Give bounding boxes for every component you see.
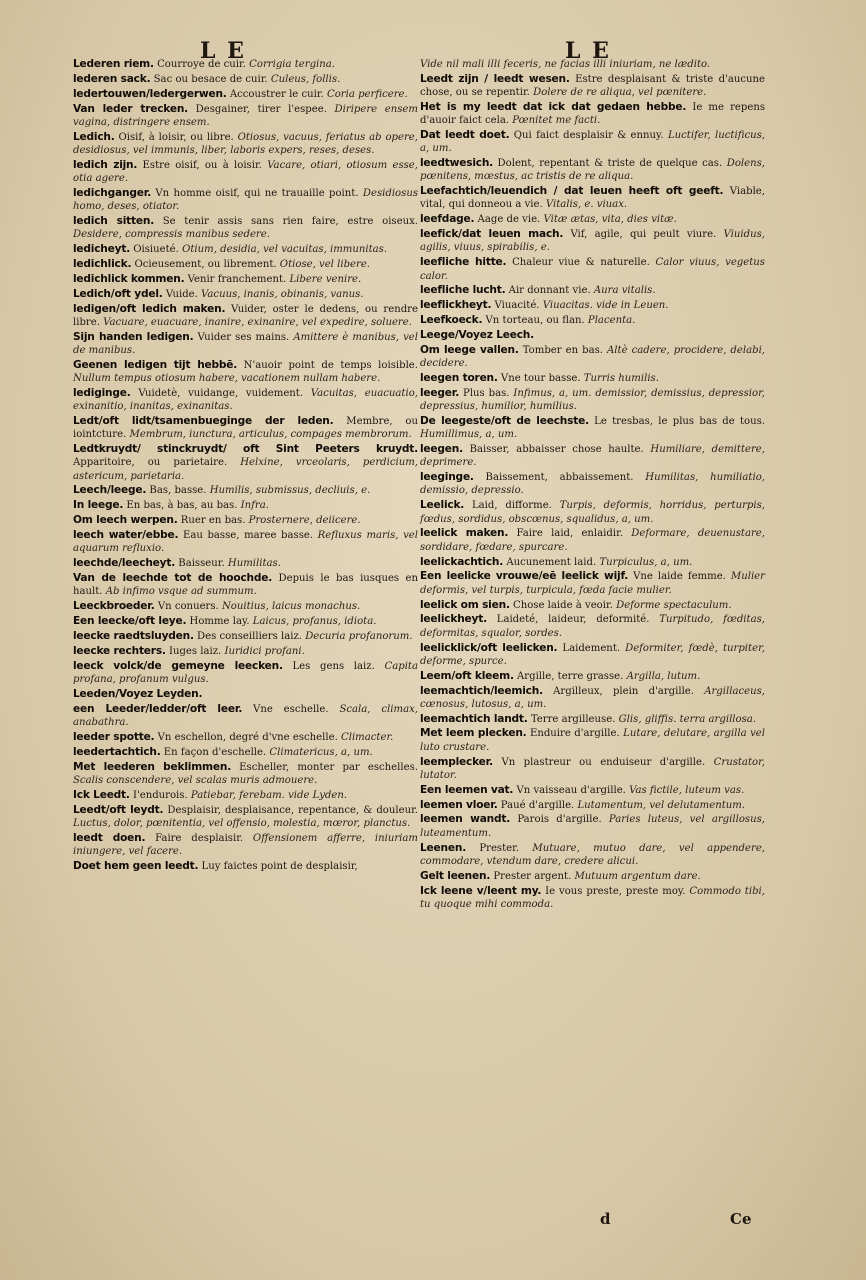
french-gloss: Plus bas. (459, 387, 510, 399)
french-gloss: Baissement, abbaissement. (473, 472, 634, 484)
french-gloss: Chose laide à veoir. (509, 599, 613, 611)
french-gloss: Dolent, repentant & triste de quelque cas. (493, 158, 723, 170)
dictionary-entry (73, 243, 418, 256)
dictionary-entry (73, 832, 418, 858)
headword: Geenen ledigen tijt hebbē. (73, 358, 238, 371)
dictionary-entry (420, 499, 765, 525)
french-gloss: Vne laide femme. (628, 571, 726, 583)
french-gloss: Bas, basse. (146, 485, 207, 497)
latin-gloss: Mutuum argentum dare. (571, 870, 701, 882)
latin-gloss: Dolere de re aliqua, vel pœnitere. (529, 87, 707, 99)
french-gloss: Chaleur viue & naturelle. (506, 257, 650, 269)
dictionary-entry (73, 159, 418, 185)
latin-gloss: Viuidus, agilis, viuus, spirabilis, e. (420, 229, 765, 254)
headword: leemen vloer. (420, 798, 498, 811)
headword: ledigen/oft ledich maken. (73, 302, 226, 315)
headword: Leeden/Voyez Leyden. (73, 687, 203, 700)
headword: leelickheyt. (420, 613, 487, 626)
french-gloss: Homme lay. (186, 616, 250, 628)
headword: De leegeste/oft de leechste. (420, 415, 589, 428)
french-gloss: Des conseilliers laiz. (193, 631, 302, 642)
dictionary-entry (420, 599, 765, 612)
dictionary-entry (73, 484, 418, 497)
dictionary-entry (420, 685, 765, 711)
latin-gloss: Vacuus, inanis, obinanis, vanus. (197, 288, 364, 300)
headword: leeck volck/de gemeyne leecken. (73, 659, 283, 672)
latin-gloss: Crustator, lutator. (420, 756, 766, 781)
headword: ledich sitten. (73, 215, 155, 228)
latin-gloss: Humilitas, humiliatio, demissio, depressio. (420, 472, 765, 497)
headword: Een leecke/oft leye. (73, 615, 187, 628)
french-gloss: Vn plastreur ou enduiseur d'argille. (493, 756, 706, 768)
headword: Ledt/oft lidt/tsamenbueginge der leden. (73, 415, 334, 428)
latin-gloss: Culeus, follis. (267, 73, 341, 85)
latin-gloss: Argilla, lutum. (623, 670, 701, 682)
latin-gloss: Ab infimo vsque ad summum. (102, 586, 257, 598)
headword: leedt doen. (73, 831, 146, 844)
latin-gloss: Infimus, a, um. demissior, demissius, depressior, depressius, humilior, humilius. (420, 387, 765, 413)
dictionary-entry (420, 870, 765, 883)
latin-gloss: Helxine, vrceolaris, perdicium, astericum, parietaria. (73, 457, 418, 482)
headword: Van de leechde tot de hoochde. (73, 572, 273, 585)
left-column (73, 58, 418, 875)
french-gloss: Parois d'argille. (510, 814, 602, 826)
french-gloss: Se tenir assis sans rien faire, estre oiseux. (154, 216, 418, 228)
headword: Van leder trecken. (73, 102, 188, 115)
french-gloss: Prester. (466, 842, 520, 854)
latin-gloss: Iuridici profani. (221, 645, 305, 657)
headword: Ick leene v/leent my. (420, 884, 542, 897)
dictionary-entry (73, 415, 418, 441)
dictionary-entry (420, 613, 765, 639)
latin-gloss: Otium, desidia, vel vacuitas, immunitas. (178, 244, 388, 256)
dictionary-entry (420, 813, 765, 839)
dictionary-entry (420, 670, 765, 683)
latin-gloss: Altè cadere, procidere, delabi, decidere. (420, 345, 766, 370)
latin-gloss: Amittere è manibus, vel de manibus. (73, 331, 419, 356)
french-gloss: Argilleux, plein d'argille. (542, 685, 694, 697)
headword: Doet hem geen leedt. (73, 859, 199, 872)
french-gloss: Vne eschelle. (242, 703, 329, 715)
french-gloss: Ocieusement, ou librement. (131, 259, 277, 271)
dictionary-entry (73, 746, 418, 759)
headword: Ick Leedt. (73, 788, 130, 801)
french-gloss: Vn conuers. (154, 601, 219, 613)
headword: leefliche lucht. (420, 284, 506, 297)
french-gloss: Estre desplaisant & triste d'aucune chose, ou se repentir. (420, 73, 765, 99)
french-gloss: Viuacité. (491, 300, 540, 312)
latin-gloss: Patiebar, ferebam. vide Lyden. (187, 789, 348, 801)
latin-gloss: Nullum tempus otiosum habere, vacationem nullam habere. (73, 373, 381, 385)
french-gloss: Vuide. (162, 288, 198, 300)
dictionary-entry (73, 860, 418, 873)
latin-gloss: Mulier deformis, vel turpis, turpicula, fœda facie mulier. (420, 571, 765, 596)
headword: leecke rechters. (73, 644, 166, 657)
headword: leeger. (420, 386, 460, 399)
french-gloss: Le tresbas, le plus bas de tous. (588, 416, 765, 428)
dictionary-entry (73, 660, 418, 686)
dictionary-entry (73, 499, 418, 512)
dictionary-entry (73, 761, 418, 787)
dictionary-entry (420, 387, 765, 413)
headword: Leenen. (420, 841, 467, 854)
dictionary-entry (420, 443, 765, 469)
right-column (420, 58, 765, 913)
dictionary-entry (73, 331, 418, 357)
french-gloss: Vn homme oisif, qui ne trauaille point. (151, 187, 359, 199)
french-gloss: Desplaisir, desplaisance, repentance, & douleur. (163, 804, 418, 816)
dictionary-entry (73, 187, 418, 213)
french-gloss: Enduire d'argille. (526, 728, 620, 740)
french-gloss: Faire laid, enlaidir. (508, 528, 624, 540)
latin-gloss: Otiose, vel libere. (276, 259, 371, 271)
dictionary-entry (420, 799, 765, 812)
french-gloss: Sac ou besace de cuir. (150, 73, 268, 85)
french-gloss: Qui faict desplaisir & ennuy. (509, 130, 664, 142)
headword: ledichganger. (73, 186, 152, 199)
dictionary-entry (73, 359, 418, 385)
french-gloss: Courroye de cuir. (153, 59, 246, 70)
dictionary-entry (420, 570, 765, 596)
header-left: L E (200, 38, 246, 64)
dictionary-entry (73, 273, 418, 286)
french-gloss: Prester argent. (490, 870, 572, 882)
latin-gloss: Scalis conscendere, vel scalas muris admouere. (73, 774, 318, 786)
french-gloss: Vuider ses mains. (193, 331, 290, 343)
french-gloss: Laidement. (557, 642, 621, 654)
french-gloss: Tomber en bas. (518, 345, 603, 356)
headword: leefliche hitte. (420, 256, 507, 269)
french-gloss: Viable, vital, qui donneou a vie. (420, 186, 765, 211)
french-gloss: N'auoir point de temps loisible. (237, 359, 418, 371)
latin-gloss: Humiliare, demittere, deprimere. (420, 444, 765, 469)
headword: leech water/ebbe. (73, 529, 179, 542)
latin-gloss: Aura vitalis. (590, 285, 656, 297)
latin-gloss: Luctifer, luctificus, a, um. (420, 130, 765, 155)
dictionary-entry (73, 88, 418, 101)
dictionary-entry (420, 73, 765, 99)
headword: Met leederen beklimmen. (73, 760, 232, 773)
headword: leemachtich landt. (420, 712, 528, 725)
headword: leelickachtich. (420, 555, 504, 568)
latin-gloss: Turpitudo, fœditas, deformitas, squalor, sordes. (420, 614, 765, 639)
latin-gloss: Infra. (237, 500, 269, 512)
dictionary-entry (420, 129, 765, 155)
headword: ledichlick kommen. (73, 272, 185, 285)
dictionary-entry (73, 73, 418, 86)
latin-gloss: Deformiter, fœdè, turpiter, deforme, spurce. (420, 642, 765, 667)
french-gloss: Eau basse, maree basse. (178, 530, 314, 542)
headword: leemen wandt. (420, 813, 511, 826)
latin-gloss: Offensionem afferre, iniuriam iniungere, vel facere. (73, 832, 418, 857)
french-gloss: Apparitoire, ou parietaire. (73, 457, 228, 469)
french-gloss: En façon d'eschelle. (160, 746, 267, 758)
dictionary-entry (73, 804, 418, 830)
headword: ledichlick. (73, 258, 132, 271)
dictionary-entry (420, 727, 765, 753)
french-gloss: Argille, terre grasse. (513, 670, 624, 682)
french-gloss: Faire desplaisir. (145, 832, 244, 844)
latin-gloss: Calor viuus, vegetus calor. (420, 257, 765, 282)
french-gloss: Aage de vie. (474, 214, 541, 226)
latin-gloss: Lutamentum, vel delutamentum. (574, 799, 746, 811)
headword: ledicheyt. (73, 243, 131, 256)
signature-mark: d (600, 1210, 611, 1228)
french-gloss: Accoustrer le cuir. (226, 88, 324, 100)
dictionary-entry (73, 58, 418, 71)
headword: ledіginge. (73, 386, 131, 399)
headword: Leech/leege. (73, 484, 147, 497)
french-gloss: Vif, agile, qui peult viure. (563, 229, 717, 241)
headword: leecke raedtsluyden. (73, 630, 194, 642)
latin-gloss: Desidiosus homo, deses, otiator. (73, 187, 418, 213)
headword: Het is my leedt dat ick dat gedaen hebbe. (420, 100, 687, 113)
headword: Om leege vallen. (420, 344, 519, 356)
latin-gloss: Climacter. (337, 731, 394, 743)
latin-gloss: Scala, climax, anabathra. (73, 703, 418, 728)
dictionary-entry (420, 415, 765, 441)
latin-gloss: Vacuitas, euacuatio, exinanitio, inanitas, exinanitas. (73, 387, 418, 413)
headword: leechde/leecheyt. (73, 557, 176, 570)
latin-gloss: Dolens, pœnitens, mœstus, ac tristis de re aliqua. (420, 158, 765, 183)
latin-gloss: Refluxus maris, vel aquarum refluxio. (73, 530, 419, 555)
latin-gloss: Placenta. (584, 315, 636, 327)
dictionary-entry (73, 789, 418, 802)
french-gloss: Laideté, laideur, deformité. (486, 614, 650, 626)
latin-gloss: Coria perficere. (323, 88, 408, 100)
headword: Gelt leenen. (420, 869, 491, 882)
header-right: L E (565, 38, 611, 64)
dictionary-entry (73, 443, 418, 483)
headword: Dat leedt doet. (420, 129, 510, 142)
headword: Een leelicke vrouwe/eē leelick wijf. (420, 570, 629, 583)
dictionary-entry (73, 215, 418, 241)
latin-gloss: Vitæ ætas, vita, dies vitæ. (540, 214, 677, 226)
latin-gloss: Diripere ensem vagina, distringere ensem. (73, 103, 418, 128)
headword: Leefachtich/leuendich / dat leuen heeft oft geeft. (420, 185, 724, 198)
french-gloss: Aucunement laid. (503, 556, 597, 568)
french-gloss: Escheller, monter par eschelles. (231, 761, 418, 773)
french-gloss: Venir franchement. (184, 273, 287, 285)
latin-gloss: Deforme spectaculum. (612, 599, 732, 611)
french-gloss: Les gens laiz. (282, 660, 375, 672)
latin-gloss: Humilis, submissus, decliuis, e. (206, 485, 371, 497)
french-gloss: Estre oisif, ou à loisir. (137, 159, 262, 171)
dictionary-entry (73, 572, 418, 598)
headword: In leege. (73, 499, 124, 512)
dictionary-entry (420, 185, 765, 211)
headword: Leedt/oft leydt. (73, 803, 164, 816)
latin-gloss: Luctus, dolor, pœnitentia, vel offensio, molestia, mœror, planctus. (73, 817, 411, 829)
latin-gloss: Vas fictile, luteum vas. (625, 784, 745, 796)
latin-gloss: Paries luteus, vel argillosus, luteamentum. (420, 814, 765, 839)
dictionary-entry (73, 258, 418, 271)
latin-gloss: Deformare, deuenustare, sordidare, fœdare, spurcare. (420, 528, 765, 553)
french-gloss: Baisseur. (175, 558, 225, 570)
dictionary-entry (420, 885, 765, 911)
french-gloss: Vuidetè, vuidange, vuidement. (130, 387, 304, 399)
dictionary-entry (73, 731, 418, 744)
dictionary-entry (420, 213, 765, 226)
french-gloss: I'endurois. (129, 789, 188, 801)
dictionary-entry (73, 645, 418, 658)
dictionary-entry (420, 101, 765, 127)
latin-gloss: Vide nil mali illi feceris, ne facias illi iniuriam, ne lædito. (420, 59, 711, 70)
latin-gloss: Viuacitas. vide in Leuen. (539, 300, 669, 312)
latin-gloss: Argillaceus, cœnosus, lutosus, a, um. (420, 685, 765, 710)
headword: leeflickheyt. (420, 299, 492, 312)
dictionary-entry (420, 527, 765, 553)
headword: leedtwesich. (420, 157, 494, 170)
latin-gloss: Vacuare, euacuare, inanire, exinanire, vel expedire, soluere. (99, 316, 412, 328)
french-gloss: Terre argilleuse. (527, 713, 616, 725)
dictionary-entry (73, 600, 418, 613)
french-gloss: Desgainer, tirer l'espee. (188, 103, 327, 115)
latin-gloss: Vitalis, e. viuax. (542, 199, 628, 211)
latin-gloss: Vacare, otiari, otiosum esse, otia agere. (73, 159, 418, 185)
dictionary-entry (420, 642, 765, 668)
headword: ledich zijn. (73, 158, 138, 171)
dictionary-entry (73, 103, 418, 129)
dictionary-entry (420, 256, 765, 282)
dictionary-entry (420, 372, 765, 385)
latin-gloss: Membrum, iunctura, articulus, compages membrorum. (126, 429, 412, 441)
dictionary-entry (420, 556, 765, 569)
headword: Leeckbroeder. (73, 600, 155, 613)
headword: ledertouwen/ledergerwen. (73, 87, 227, 100)
french-gloss: Luy faictes point de desplaisir, (198, 860, 358, 872)
headword: leemplecker. (420, 755, 494, 768)
headword: leegen. (420, 443, 463, 456)
headword: Met leem plecken. (420, 727, 527, 740)
latin-gloss: Glis, gliffis. terra argillosa. (615, 713, 757, 725)
latin-gloss: Humillimus, a, um. (420, 429, 518, 441)
dictionary-entry (73, 703, 418, 729)
french-gloss: Vn vaisseau d'argille. (513, 784, 626, 796)
headword: leedertachtich. (73, 745, 161, 758)
dictionary-entry (420, 471, 765, 497)
french-gloss: Ie vous preste, preste moy. (541, 885, 686, 897)
french-gloss: Ruer en bas. (177, 515, 246, 527)
dictionary-entry (73, 514, 418, 527)
dictionary-entry (420, 329, 765, 342)
dictionary-entry (73, 529, 418, 555)
latin-gloss: Turpis, deformis, horridus, perturpis, fœdus, sordidus, obscœnus, squalidus, a, um. (420, 500, 765, 525)
dictionary-entry (420, 58, 765, 71)
french-gloss: Depuis le bas iusques en hault. (73, 573, 418, 598)
french-gloss: Membre, ou iointcture. (73, 416, 419, 441)
french-gloss: Air donnant vie. (505, 285, 591, 297)
latin-gloss: Turpiculus, a, um. (596, 556, 693, 568)
french-gloss: Vn torteau, ou flan. (482, 315, 585, 327)
latin-gloss: Lutare, delutare, argilla vel luto crustare. (420, 728, 766, 753)
dictionary-entry (73, 131, 418, 157)
french-gloss: Vuider, oster le dedens, ou rendre libre. (73, 303, 418, 328)
french-gloss: En bas, à bas, au bas. (123, 500, 238, 512)
dictionary-entry (420, 314, 765, 327)
dictionary-entry (420, 299, 765, 312)
latin-gloss: Pœnitet me facti. (509, 115, 601, 127)
dictionary-entry (73, 557, 418, 570)
french-gloss: Laid, difforme. (464, 500, 552, 512)
headword: Leelick. (420, 499, 465, 512)
french-gloss: Iuges laiz. (165, 645, 222, 657)
headword: leelick maken. (420, 527, 509, 540)
latin-gloss: Mutuare, mutuo dare, vel appendere, commodare, vtendum dare, credere alicui. (420, 842, 765, 867)
headword: Leedt zijn / leedt wesen. (420, 72, 570, 85)
dictionary-entry (73, 615, 418, 628)
headword: leeder spotte. (73, 730, 155, 743)
french-gloss: Ie me repens d'auoir faict cela. (420, 101, 766, 127)
dictionary-entry (420, 842, 765, 868)
latin-gloss: Climatericus, a, um. (266, 746, 373, 758)
headword: Leem/oft kleem. (420, 669, 514, 682)
dictionary-entry (420, 228, 765, 254)
headword: Lederen riem. (73, 58, 154, 70)
headword: leegen toren. (420, 372, 498, 385)
french-gloss: Paué d'argille. (497, 799, 575, 811)
latin-gloss: Otiosus, vacuus, feriatus ab opere, desidiosus, vel immunis, liber, laboris expers, reses, deses. (73, 131, 418, 156)
headword: lederen sack. (73, 72, 151, 85)
dictionary-entry (73, 288, 418, 301)
headword: leelick om sien. (420, 598, 510, 611)
latin-gloss: Nouitius, laicus monachus. (218, 601, 361, 613)
headword: een Leeder/ledder/oft leer. (73, 702, 243, 715)
headword: leelicklick/oft leelicken. (420, 641, 558, 654)
latin-gloss: Humilitas. (224, 558, 281, 570)
headword: Ledich/oft ydel. (73, 287, 163, 300)
dictionary-entry (73, 303, 418, 329)
dictionary-entry (73, 630, 418, 643)
french-gloss: Vn eschellon, degré d'vne eschelle. (154, 731, 338, 743)
dictionary-entry (420, 284, 765, 297)
headword: Sijn handen ledigen. (73, 330, 194, 343)
latin-gloss: Desidere, compressis manibus sedere. (73, 229, 270, 241)
latin-gloss: Capita profana, profanum vulgus. (73, 660, 418, 685)
dictionary-entry (73, 387, 418, 413)
headword: Ledtkruydt/ stinckruydt/ oft Sint Peeters kruydt. (73, 443, 418, 456)
dictionary-entry (420, 756, 765, 782)
dictionary-entry (420, 157, 765, 183)
headword: Een leemen vat. (420, 783, 514, 796)
headword: leeginge. (420, 471, 474, 484)
headword: Ledich. (73, 130, 115, 143)
french-gloss: Oisiueté. (130, 244, 179, 256)
headword: Leefkoeck. (420, 314, 483, 327)
catchword: Ce (730, 1210, 752, 1228)
headword: Leege/Voyez Leech. (420, 329, 534, 342)
latin-gloss: Libere venire. (286, 273, 362, 285)
french-gloss: Vne tour basse. (497, 373, 581, 385)
latin-gloss: Corrigia tergina. (245, 59, 336, 70)
french-gloss: Oisif, à loisir, ou libre. (114, 131, 234, 143)
headword: leefdage. (420, 213, 475, 226)
dictionary-entry (420, 713, 765, 726)
dictionary-entry (420, 784, 765, 797)
latin-gloss: Prosternere, deiicere. (245, 515, 361, 527)
headword: leemachtich/leemich. (420, 684, 543, 697)
french-gloss: Baisser, abbaisser chose haulte. (462, 444, 644, 456)
headword: leefick/dat leuen mach. (420, 228, 564, 241)
headword: Om leech werpen. (73, 514, 178, 527)
latin-gloss: Turris humilis. (580, 373, 659, 385)
latin-gloss: Commodo tibi, tu quoque mihi commoda. (420, 885, 765, 910)
latin-gloss: Laicus, profanus, idiota. (249, 616, 377, 628)
dictionary-entry (73, 688, 418, 701)
latin-gloss: Decuria profanorum. (302, 631, 413, 642)
dictionary-entry (420, 344, 765, 370)
